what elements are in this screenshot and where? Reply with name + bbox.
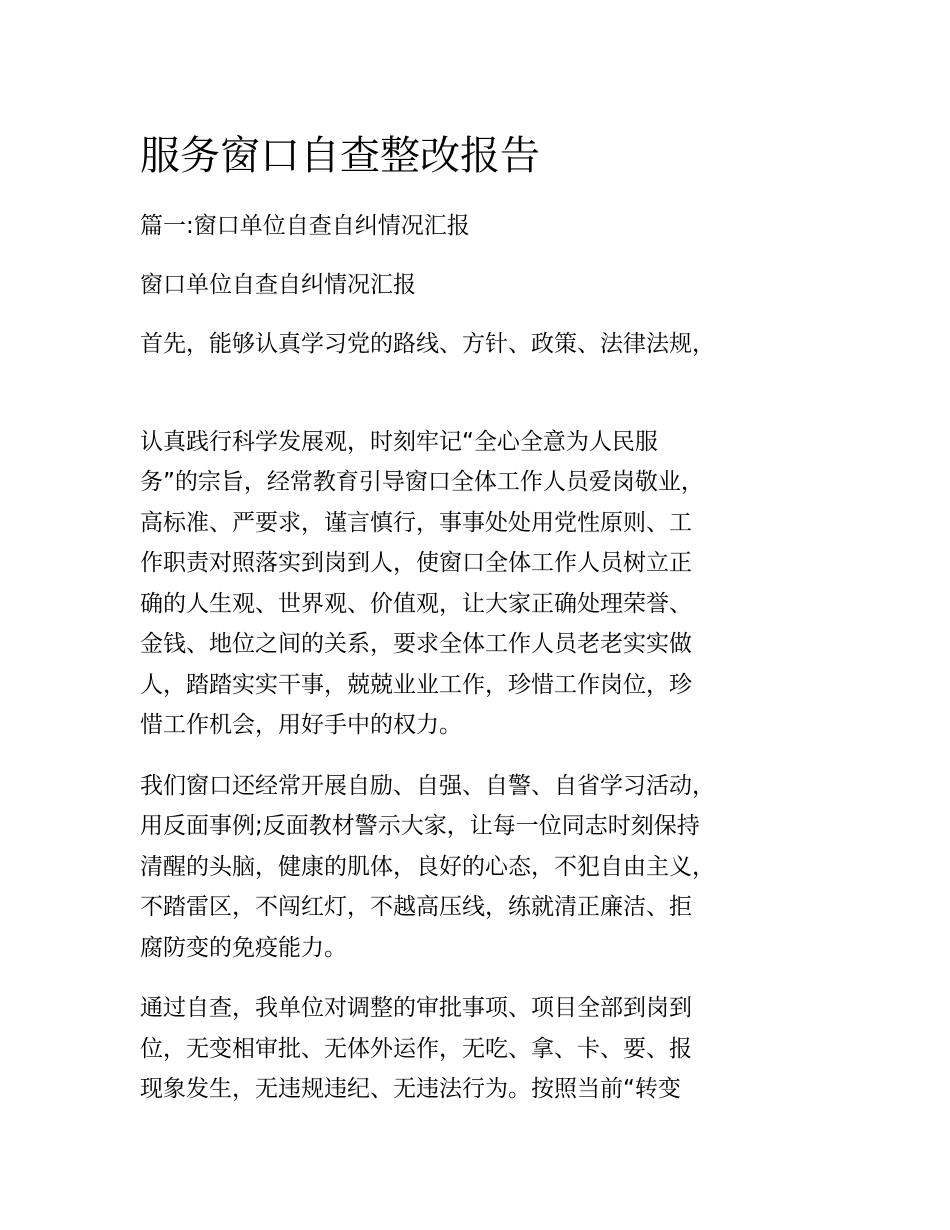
document-title: 服务窗口自查整改报告 [140, 133, 540, 179]
text-line: 惜工作机会，用好手中的权力。 [140, 712, 462, 738]
text-line: 用反面事例;反面教材警示大家，让每一位同志时刻保持 [140, 813, 700, 839]
text-line: 通过自查，我单位对调整的审批事项、项目全部到岗到 [140, 995, 692, 1021]
text-line: 人，踏踏实实干事，兢兢业业工作，珍惜工作岗位，珍 [140, 671, 692, 698]
section-heading: 篇一:窗口单位自查自纠情况汇报 [140, 213, 470, 239]
text-line: 确的人生观、世界观、价值观，让大家正确处理荣誉、 [140, 590, 692, 617]
paragraph-3 [140, 766, 812, 969]
report-heading: 窗口单位自查自纠情况汇报 [140, 272, 416, 298]
text-line: 高标准、严要求，谨言慎行，事事处处用党性原则、工 [140, 509, 692, 536]
text-line: 务”的宗旨，经常教育引导窗口全体工作人员爱岗敬业， [140, 469, 704, 495]
document-content [140, 128, 812, 1130]
text-line: 作职责对照落实到岗到人，使窗口全体工作人员树立正 [140, 550, 692, 576]
text-line: 腐防变的免疫能力。 [140, 934, 347, 961]
text-line: 现象发生，无违规违纪、无违法行为。按照当前“转变 [140, 1076, 681, 1102]
paragraph-1 [140, 324, 812, 365]
text-line: 不踏雷区，不闯红灯，不越高压线，练就清正廉洁、拒 [140, 894, 692, 920]
paragraph-4 [140, 988, 812, 1110]
text-line: 首先，能够认真学习党的路线、方针、政策、法律法规， [140, 331, 715, 357]
text-line: 清醒的头脑，健康的肌体，良好的心态，不犯自由主义， [140, 853, 715, 880]
paragraph-2 [140, 422, 812, 746]
text-line: 位，无变相审批、无体外运作，无吃、拿、卡、要、报 [140, 1035, 692, 1062]
text-line: 金钱、地位之间的关系，要求全体工作人员老老实实做 [140, 631, 692, 657]
text-line: 认真践行科学发展观，时刻牢记“全心全意为人民服 [140, 428, 658, 455]
text-line: 我们窗口还经常开展自励、自强、自警、自省学习活动， [140, 772, 715, 799]
